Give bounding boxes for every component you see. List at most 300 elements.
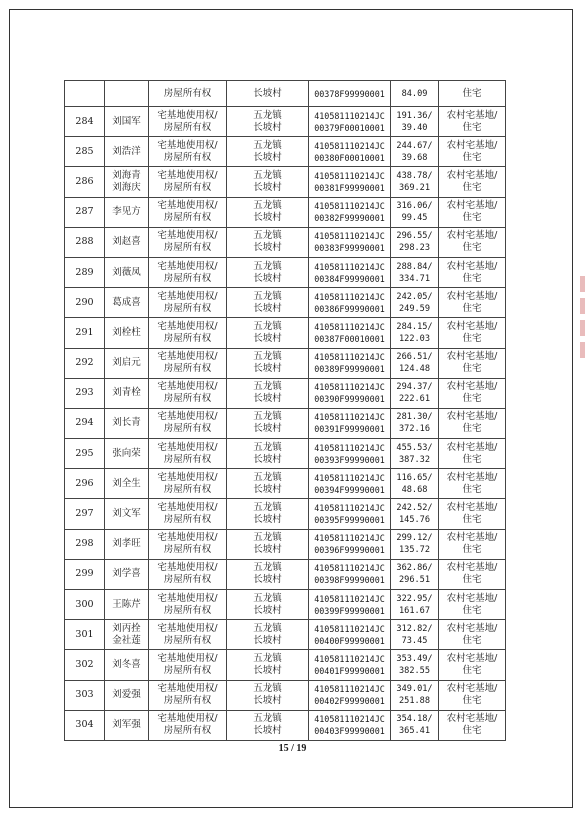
unit-code-cell [309, 378, 391, 408]
unit-code-cell-line: 00384F99990001 [314, 273, 385, 284]
right-type-cell-line: 宅基地使用权/ [157, 200, 218, 212]
area-cell [391, 348, 439, 378]
unit-code-cell-line: 410581110214JC [314, 442, 385, 453]
row-number-cell: 300 [65, 590, 105, 620]
area-cell [391, 167, 439, 197]
owner-cell [105, 710, 149, 740]
usage-cell [439, 348, 506, 378]
unit-code-cell [309, 408, 391, 438]
usage-cell [439, 590, 506, 620]
unit-code-cell-line: 00389F99990001 [314, 364, 385, 375]
usage-cell [439, 137, 506, 167]
usage-cell-line: 农村宅基地/ [446, 260, 498, 272]
right-type-cell-line: 宅基地使用权/ [157, 471, 218, 483]
owner-cell-line: 金社莲 [112, 634, 141, 646]
owner-cell-line: 李见方 [112, 206, 141, 218]
owner-cell-line: 刘浩洋 [112, 145, 141, 157]
usage-cell-line: 农村宅基地/ [446, 471, 498, 483]
row-number-cell: 291 [65, 318, 105, 348]
row-number-cell: 289 [65, 257, 105, 287]
owner-cell [105, 81, 149, 107]
right-type-cell-line: 房屋所有权 [163, 393, 212, 405]
unit-code-cell-line: 410581110214JC [314, 291, 385, 302]
right-type-cell-line: 宅基地使用权/ [157, 230, 218, 242]
usage-cell [439, 439, 506, 469]
usage-cell-line: 农村宅基地/ [446, 411, 498, 423]
owner-cell-line: 刘启元 [112, 357, 141, 369]
right-type-cell [149, 439, 227, 469]
area-cell-line: 369.21 [398, 182, 431, 193]
right-type-cell [149, 650, 227, 680]
table-row [65, 167, 506, 197]
table-row [65, 197, 506, 227]
usage-cell [439, 710, 506, 740]
unit-code-cell-line: 00391F99990001 [314, 424, 385, 435]
unit-code-cell-line: 410581110214JC [314, 563, 385, 574]
area-cell [391, 288, 439, 318]
row-number-cell: 286 [65, 167, 105, 197]
unit-code-cell-line: 410581110214JC [314, 653, 385, 664]
owner-cell [105, 137, 149, 167]
table-row [65, 529, 506, 559]
unit-code-cell-line: 410581110214JC [314, 684, 385, 695]
right-type-cell [149, 288, 227, 318]
row-number-cell: 290 [65, 288, 105, 318]
unit-code-cell-line: 00379F00010001 [314, 122, 385, 133]
area-cell-line: 242.52/ [396, 503, 433, 514]
unit-code-cell-line: 00398F99990001 [314, 575, 385, 586]
area-cell [391, 257, 439, 287]
table-row [65, 348, 506, 378]
unit-code-cell-line: 00403F99990001 [314, 726, 385, 737]
area-cell-line: 161.67 [398, 605, 431, 616]
owner-cell [105, 288, 149, 318]
table-row [65, 257, 506, 287]
right-type-cell-line: 房屋所有权 [163, 574, 212, 586]
right-type-cell-line: 宅基地使用权/ [157, 169, 218, 181]
owner-cell-line: 刘长青 [112, 417, 141, 429]
right-type-cell-line: 房屋所有权 [163, 302, 212, 314]
area-cell-line: 48.68 [401, 484, 428, 495]
location-cell-line: 长坡村 [253, 363, 282, 375]
owner-cell-line: 张向荣 [112, 447, 141, 459]
right-type-cell [149, 469, 227, 499]
location-cell [227, 288, 309, 318]
right-type-cell-line: 宅基地使用权/ [157, 260, 218, 272]
location-cell [227, 107, 309, 137]
unit-code-cell [309, 710, 391, 740]
owner-cell-line: 刘学喜 [112, 568, 141, 580]
right-type-cell-line: 宅基地使用权/ [157, 532, 218, 544]
usage-cell-line: 住宅 [462, 423, 482, 435]
unit-code-cell-line: 410581110214JC [314, 714, 385, 725]
owner-cell-line: 刘赵喜 [112, 236, 141, 248]
usage-cell-line: 农村宅基地/ [446, 351, 498, 363]
location-cell [227, 137, 309, 167]
right-type-cell-line: 房屋所有权 [163, 212, 212, 224]
area-cell [391, 227, 439, 257]
usage-cell [439, 620, 506, 650]
area-cell-line: 99.45 [401, 213, 428, 224]
unit-code-cell-line: 00396F99990001 [314, 545, 385, 556]
usage-cell-line: 农村宅基地/ [446, 320, 498, 332]
area-cell-line: 244.67/ [396, 140, 433, 151]
area-cell-line: 242.05/ [396, 291, 433, 302]
location-cell-line: 五龙镇 [253, 290, 282, 302]
right-type-cell [149, 378, 227, 408]
right-type-cell [149, 559, 227, 589]
right-type-cell [149, 137, 227, 167]
right-type-cell [149, 620, 227, 650]
area-cell-line: 145.76 [398, 515, 431, 526]
row-number-cell: 285 [65, 137, 105, 167]
unit-code-cell [309, 469, 391, 499]
area-cell-line: 222.61 [398, 394, 431, 405]
right-type-cell [149, 529, 227, 559]
usage-cell [439, 650, 506, 680]
owner-cell [105, 318, 149, 348]
area-cell-line: 39.68 [401, 152, 428, 163]
location-cell [227, 499, 309, 529]
usage-cell [439, 529, 506, 559]
right-type-cell-line: 宅基地使用权/ [157, 652, 218, 664]
usage-cell [439, 167, 506, 197]
location-cell-line: 五龙镇 [253, 652, 282, 664]
unit-code-cell: 00378F99990001 [309, 81, 391, 107]
area-cell-line: 135.72 [398, 545, 431, 556]
row-number-cell: 288 [65, 227, 105, 257]
usage-cell [439, 107, 506, 137]
unit-code-cell-line: 00383F99990001 [314, 243, 385, 254]
location-cell-line: 五龙镇 [253, 109, 282, 121]
location-cell: 长坡村 [227, 81, 309, 107]
area-cell [391, 559, 439, 589]
page-number: 15 / 19 [278, 743, 307, 754]
usage-cell-line: 农村宅基地/ [446, 502, 498, 514]
table-row [65, 81, 506, 107]
location-cell-line: 长坡村 [253, 302, 282, 314]
registry-table [64, 80, 506, 741]
area-cell [391, 590, 439, 620]
unit-code-cell [309, 559, 391, 589]
location-cell-line: 五龙镇 [253, 502, 282, 514]
unit-code-cell-line: 00402F99990001 [314, 696, 385, 707]
area-cell [391, 197, 439, 227]
right-type-cell-line: 房屋所有权 [163, 483, 212, 495]
right-type-cell-line: 房屋所有权 [163, 453, 212, 465]
location-cell-line: 长坡村 [253, 514, 282, 526]
location-cell-line: 长坡村 [253, 634, 282, 646]
usage-cell [439, 408, 506, 438]
row-number-cell: 297 [65, 499, 105, 529]
area-cell-line: 299.12/ [396, 533, 433, 544]
usage-cell-line: 住宅 [462, 393, 482, 405]
area-cell-line: 122.03 [398, 333, 431, 344]
area-cell-line: 372.16 [398, 424, 431, 435]
area-cell-line: 281.30/ [396, 412, 433, 423]
right-type-cell-line: 房屋所有权 [163, 423, 212, 435]
table-row [65, 710, 506, 740]
unit-code-cell [309, 107, 391, 137]
usage-cell-line: 住宅 [462, 634, 482, 646]
table-row [65, 650, 506, 680]
owner-cell [105, 590, 149, 620]
usage-cell-line: 农村宅基地/ [446, 713, 498, 725]
unit-code-cell-line: 410581110214JC [314, 503, 385, 514]
location-cell-line: 五龙镇 [253, 260, 282, 272]
table-row [65, 137, 506, 167]
right-type-cell-line: 宅基地使用权/ [157, 592, 218, 604]
area-cell-line: 251.88 [398, 696, 431, 707]
owner-cell-line: 刘冬喜 [112, 658, 141, 670]
usage-cell [439, 197, 506, 227]
owner-cell [105, 167, 149, 197]
area-cell-line: 294.37/ [396, 382, 433, 393]
right-type-cell-line: 宅基地使用权/ [157, 411, 218, 423]
right-type-cell-line: 房屋所有权 [163, 634, 212, 646]
location-cell-line: 五龙镇 [253, 562, 282, 574]
usage-cell: 住宅 [439, 81, 506, 107]
usage-cell-line: 农村宅基地/ [446, 683, 498, 695]
location-cell [227, 710, 309, 740]
area-cell-line: 334.71 [398, 273, 431, 284]
owner-cell-line: 刘军强 [112, 719, 141, 731]
right-type-cell [149, 348, 227, 378]
table-row [65, 590, 506, 620]
owner-cell [105, 620, 149, 650]
owner-cell [105, 650, 149, 680]
owner-cell-line: 刘海庆 [112, 181, 141, 193]
area-cell [391, 680, 439, 710]
area-cell [391, 620, 439, 650]
usage-cell [439, 378, 506, 408]
unit-code-cell-line: 00401F99990001 [314, 665, 385, 676]
unit-code-cell-line: 00387F00010001 [314, 333, 385, 344]
right-type-cell-line: 房屋所有权 [163, 514, 212, 526]
owner-cell-line: 王陈芹 [112, 598, 141, 610]
row-number-cell: 292 [65, 348, 105, 378]
area-cell-line: 124.48 [398, 364, 431, 375]
location-cell-line: 长坡村 [253, 423, 282, 435]
owner-cell [105, 439, 149, 469]
area-cell-line: 296.55/ [396, 231, 433, 242]
owner-cell-line: 刘全生 [112, 477, 141, 489]
location-cell-line: 长坡村 [253, 604, 282, 616]
location-cell [227, 620, 309, 650]
owner-cell-line: 葛成喜 [112, 296, 141, 308]
owner-cell-line: 刘孝旺 [112, 538, 141, 550]
area-cell-line: 266.51/ [396, 352, 433, 363]
right-type-cell-line: 宅基地使用权/ [157, 502, 218, 514]
location-cell-line: 长坡村 [253, 544, 282, 556]
unit-code-cell [309, 439, 391, 469]
usage-cell-line: 住宅 [462, 212, 482, 224]
unit-code-cell [309, 167, 391, 197]
owner-cell [105, 469, 149, 499]
usage-cell-line: 农村宅基地/ [446, 652, 498, 664]
unit-code-cell-line: 410581110214JC [314, 533, 385, 544]
owner-cell [105, 107, 149, 137]
location-cell-line: 五龙镇 [253, 622, 282, 634]
location-cell [227, 529, 309, 559]
area-cell-line: 284.15/ [396, 321, 433, 332]
owner-cell-line: 刘爱强 [112, 689, 141, 701]
table-row [65, 318, 506, 348]
unit-code-cell-line: 410581110214JC [314, 593, 385, 604]
row-number-cell: 301 [65, 620, 105, 650]
right-type-cell-line: 房屋所有权 [163, 664, 212, 676]
unit-code-cell-line: 00394F99990001 [314, 484, 385, 495]
right-type-cell-line: 宅基地使用权/ [157, 683, 218, 695]
area-cell-line: 288.84/ [396, 261, 433, 272]
area-cell [391, 469, 439, 499]
unit-code-cell [309, 650, 391, 680]
right-type-cell-line: 房屋所有权 [163, 544, 212, 556]
location-cell [227, 408, 309, 438]
right-type-cell [149, 680, 227, 710]
right-type-cell-line: 宅基地使用权/ [157, 139, 218, 151]
usage-cell [439, 318, 506, 348]
location-cell-line: 五龙镇 [253, 713, 282, 725]
area-cell-line: 362.86/ [396, 563, 433, 574]
unit-code-cell [309, 318, 391, 348]
right-type-cell-line: 宅基地使用权/ [157, 441, 218, 453]
row-number-cell: 287 [65, 197, 105, 227]
seal-stamp-fragment [577, 270, 585, 380]
location-cell-line: 长坡村 [253, 393, 282, 405]
location-cell-line: 五龙镇 [253, 200, 282, 212]
location-cell-line: 五龙镇 [253, 592, 282, 604]
owner-cell [105, 499, 149, 529]
right-type-cell [149, 499, 227, 529]
owner-cell-line: 刘青栓 [112, 387, 141, 399]
usage-cell-line: 农村宅基地/ [446, 139, 498, 151]
usage-cell-line: 住宅 [462, 574, 482, 586]
location-cell [227, 227, 309, 257]
row-number-cell: 302 [65, 650, 105, 680]
location-cell-line: 长坡村 [253, 242, 282, 254]
area-cell [391, 137, 439, 167]
right-type-cell-line: 房屋所有权 [163, 363, 212, 375]
unit-code-cell-line: 00400F99990001 [314, 635, 385, 646]
right-type-cell-line: 房屋所有权 [163, 695, 212, 707]
unit-code-cell-line: 410581110214JC [314, 201, 385, 212]
unit-code-cell [309, 227, 391, 257]
right-type-cell-line: 宅基地使用权/ [157, 713, 218, 725]
area-cell [391, 439, 439, 469]
location-cell-line: 五龙镇 [253, 683, 282, 695]
unit-code-cell [309, 680, 391, 710]
unit-code-cell-line: 410581110214JC [314, 140, 385, 151]
row-number-cell [65, 81, 105, 107]
unit-code-cell-line: 00395F99990001 [314, 515, 385, 526]
right-type-cell-line: 房屋所有权 [163, 272, 212, 284]
owner-cell-line: 刘薇凤 [112, 266, 141, 278]
usage-cell-line: 农村宅基地/ [446, 532, 498, 544]
unit-code-cell-line: 00393F99990001 [314, 454, 385, 465]
table-row [65, 469, 506, 499]
unit-code-cell-line: 410581110214JC [314, 110, 385, 121]
usage-cell-line: 农村宅基地/ [446, 169, 498, 181]
table-row [65, 288, 506, 318]
row-number-cell: 304 [65, 710, 105, 740]
unit-code-cell-line: 00380F00010001 [314, 152, 385, 163]
table-row [65, 559, 506, 589]
right-type-cell-line: 房屋所有权 [163, 181, 212, 193]
right-type-cell [149, 197, 227, 227]
location-cell-line: 五龙镇 [253, 320, 282, 332]
location-cell-line: 五龙镇 [253, 411, 282, 423]
owner-cell [105, 559, 149, 589]
row-number-cell: 296 [65, 469, 105, 499]
area-cell [391, 499, 439, 529]
area-cell-line: 455.53/ [396, 442, 433, 453]
owner-cell-line: 刘国军 [112, 115, 141, 127]
usage-cell-line: 住宅 [462, 242, 482, 254]
area-cell-line: 298.23 [398, 243, 431, 254]
location-cell-line: 长坡村 [253, 272, 282, 284]
location-cell [227, 378, 309, 408]
unit-code-cell-line: 410581110214JC [314, 382, 385, 393]
right-type-cell [149, 408, 227, 438]
right-type-cell-line: 房屋所有权 [163, 332, 212, 344]
area-cell [391, 107, 439, 137]
location-cell [227, 650, 309, 680]
owner-cell-line: 刘文军 [112, 508, 141, 520]
location-cell-line: 五龙镇 [253, 532, 282, 544]
right-type-cell-line: 房屋所有权 [163, 725, 212, 737]
area-cell: 84.09 [391, 81, 439, 107]
owner-cell [105, 227, 149, 257]
usage-cell [439, 680, 506, 710]
unit-code-cell-line: 410581110214JC [314, 623, 385, 634]
usage-cell-line: 住宅 [462, 181, 482, 193]
location-cell-line: 长坡村 [253, 664, 282, 676]
location-cell [227, 167, 309, 197]
right-type-cell [149, 257, 227, 287]
unit-code-cell-line: 410581110214JC [314, 321, 385, 332]
right-type-cell [149, 167, 227, 197]
usage-cell-line: 农村宅基地/ [446, 290, 498, 302]
location-cell-line: 五龙镇 [253, 351, 282, 363]
table-row [65, 499, 506, 529]
table-row [65, 378, 506, 408]
table-row [65, 620, 506, 650]
location-cell [227, 469, 309, 499]
unit-code-cell-line: 00381F99990001 [314, 182, 385, 193]
area-cell-line: 249.59 [398, 303, 431, 314]
usage-cell-line: 住宅 [462, 544, 482, 556]
unit-code-cell-line: 410581110214JC [314, 231, 385, 242]
table-row [65, 680, 506, 710]
row-number-cell: 299 [65, 559, 105, 589]
area-cell-line: 349.01/ [396, 684, 433, 695]
location-cell-line: 长坡村 [253, 453, 282, 465]
usage-cell-line: 农村宅基地/ [446, 230, 498, 242]
unit-code-cell-line: 00386F99990001 [314, 303, 385, 314]
area-cell [391, 710, 439, 740]
location-cell [227, 197, 309, 227]
location-cell [227, 439, 309, 469]
owner-cell [105, 197, 149, 227]
location-cell-line: 长坡村 [253, 181, 282, 193]
location-cell-line: 五龙镇 [253, 471, 282, 483]
owner-cell [105, 378, 149, 408]
right-type-cell [149, 107, 227, 137]
area-cell [391, 408, 439, 438]
usage-cell-line: 农村宅基地/ [446, 592, 498, 604]
location-cell [227, 318, 309, 348]
